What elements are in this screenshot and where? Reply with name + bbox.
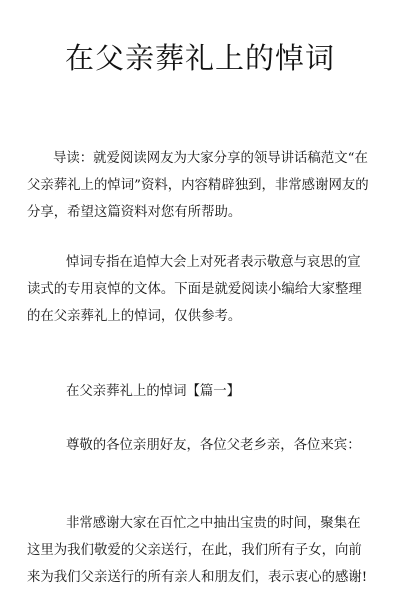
- document-title: 在父亲葬礼上的悼词: [64, 41, 335, 75]
- body-paragraph: [27, 510, 373, 591]
- greeting-paragraph: [27, 432, 373, 459]
- intro-line: 父亲葬礼上的悼词”资料，内容精辟独到，非常感谢网友的: [27, 178, 369, 193]
- body-line: 非常感谢大家在百忙之中抽出宝贵的时间，聚集在: [66, 516, 361, 531]
- intro-line: 分享，希望这篇资料对您有所帮助。: [27, 205, 242, 220]
- body-line: 这里为我们敬爱的父亲送行，在此，我们所有子女，向前: [27, 543, 362, 558]
- section-heading-paragraph: [27, 378, 373, 405]
- intro-line: 导读：就爱阅读网友为大家分享的领导讲话稿范文“在: [53, 151, 368, 166]
- definition-paragraph: [27, 249, 373, 330]
- definition-line: 读式的专用哀悼的文体。下面是就爱阅读小编给大家整理: [27, 282, 362, 297]
- definition-line: 的在父亲葬礼上的悼词，仅供参考。: [27, 309, 242, 324]
- intro-paragraph: [27, 145, 373, 226]
- definition-line: 悼词专指在追悼大会上对死者表示敬意与哀思的宣: [66, 255, 361, 270]
- section-heading: 在父亲葬礼上的悼词【篇一】: [66, 384, 241, 399]
- body-line: 来为我们父亲送行的所有亲人和朋友们，表示衷心的感谢!: [27, 570, 368, 585]
- greeting-line: 尊敬的各位亲朋好友，各位父老乡亲，各位来宾：: [66, 438, 361, 453]
